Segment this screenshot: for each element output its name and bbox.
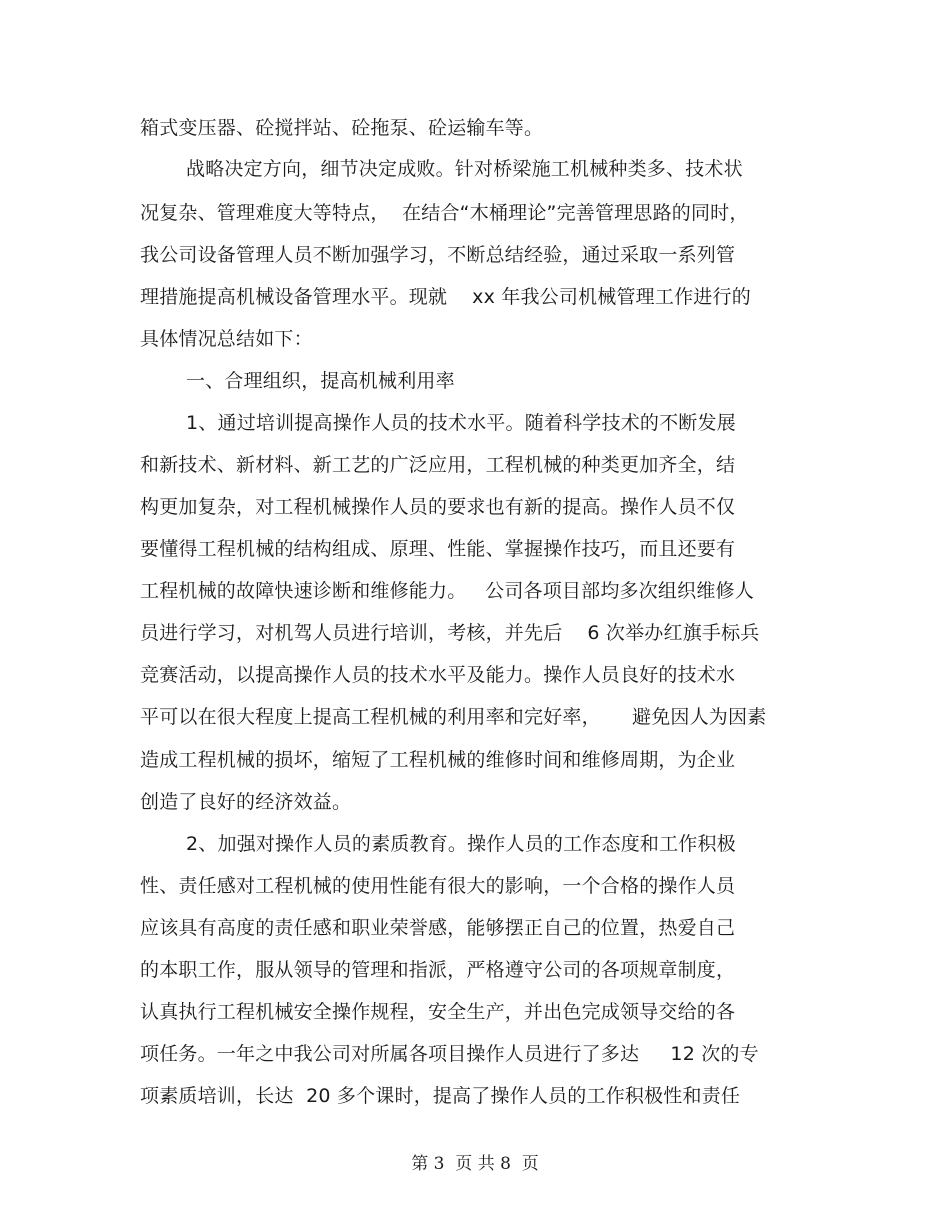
body-text-line: 构更加复杂，对工程机械操作人员的要求也有新的提高。操作人员不仅 (140, 496, 736, 518)
body-text-line: 和新技术、新材料、新工艺的广泛应用，工程机械的种类更加齐全，结 (140, 454, 736, 476)
body-text-line: 应该具有高度的责任感和职业荣誉感，能够摆正自己的位置，热爱自己 (140, 917, 736, 939)
body-text-line: 我公司设备管理人员不断加强学习，不断总结经验，通过采取一系列管 (140, 244, 736, 266)
section-heading: 一、合理组织，提高机械利用率 (186, 370, 455, 392)
body-text-line: 2、加强对操作人员的素质教育。操作人员的工作态度和工作积极 (186, 833, 736, 855)
body-text-line: 员进行学习，对机驾人员进行培训，考核，并先后 6 次举办红旗手标兵 (140, 622, 760, 644)
body-text-line: 性、责任感对工程机械的使用性能有很大的影响，一个合格的操作人员 (140, 875, 736, 897)
body-text-line: 1、通过培训提高操作人员的技术水平。随着科学技术的不断发展 (186, 412, 736, 434)
body-text-line: 况复杂、管理难度大等特点， 在结合“木桶理论”完善管理思路的同时， (140, 202, 749, 224)
body-text-line: 的本职工作，服从领导的管理和指派，严格遵守公司的各项规章制度， (140, 959, 736, 981)
body-text-line: 项素质培训，长达 20 多个课时，提高了操作人员的工作积极性和责任 (140, 1085, 741, 1107)
body-text-line: 认真执行工程机械安全操作规程，安全生产，并出色完成领导交给的各 (140, 1001, 736, 1023)
body-text-line: 平可以在很大程度上提高工程机械的利用率和完好率， 避免因人为因素 (140, 706, 767, 728)
body-text-line: 竞赛活动，以提高操作人员的技术水平及能力。操作人员良好的技术水 (140, 664, 736, 686)
body-text-line: 理措施提高机械设备管理水平。现就 xx 年我公司机械管理工作进行的 (140, 286, 751, 308)
body-text-line: 要懂得工程机械的结构组成、原理、性能、掌握操作技巧，而且还要有 (140, 538, 736, 560)
body-text-line: 创造了良好的经济效益。 (140, 791, 352, 813)
body-text-line: 箱式变压器、砼搅拌站、砼拖泵、砼运输车等。 (140, 117, 544, 139)
body-text-line: 具体情况总结如下： (140, 328, 313, 350)
page-number-footer: 第 3 页 共 8 页 (411, 1154, 539, 1174)
body-text-line: 项任务。一年之中我公司对所属各项目操作人员进行了多达 12 次的专 (140, 1043, 759, 1065)
body-text-line: 工程机械的故障快速诊断和维修能力。 公司各项目部均多次组织维修人 (140, 580, 754, 602)
body-text-line: 战略决定方向，细节决定成败。针对桥梁施工机械种类多、技术状 (186, 158, 743, 180)
body-text-line: 造成工程机械的损坏，缩短了工程机械的维修时间和维修周期，为企业 (140, 749, 736, 771)
